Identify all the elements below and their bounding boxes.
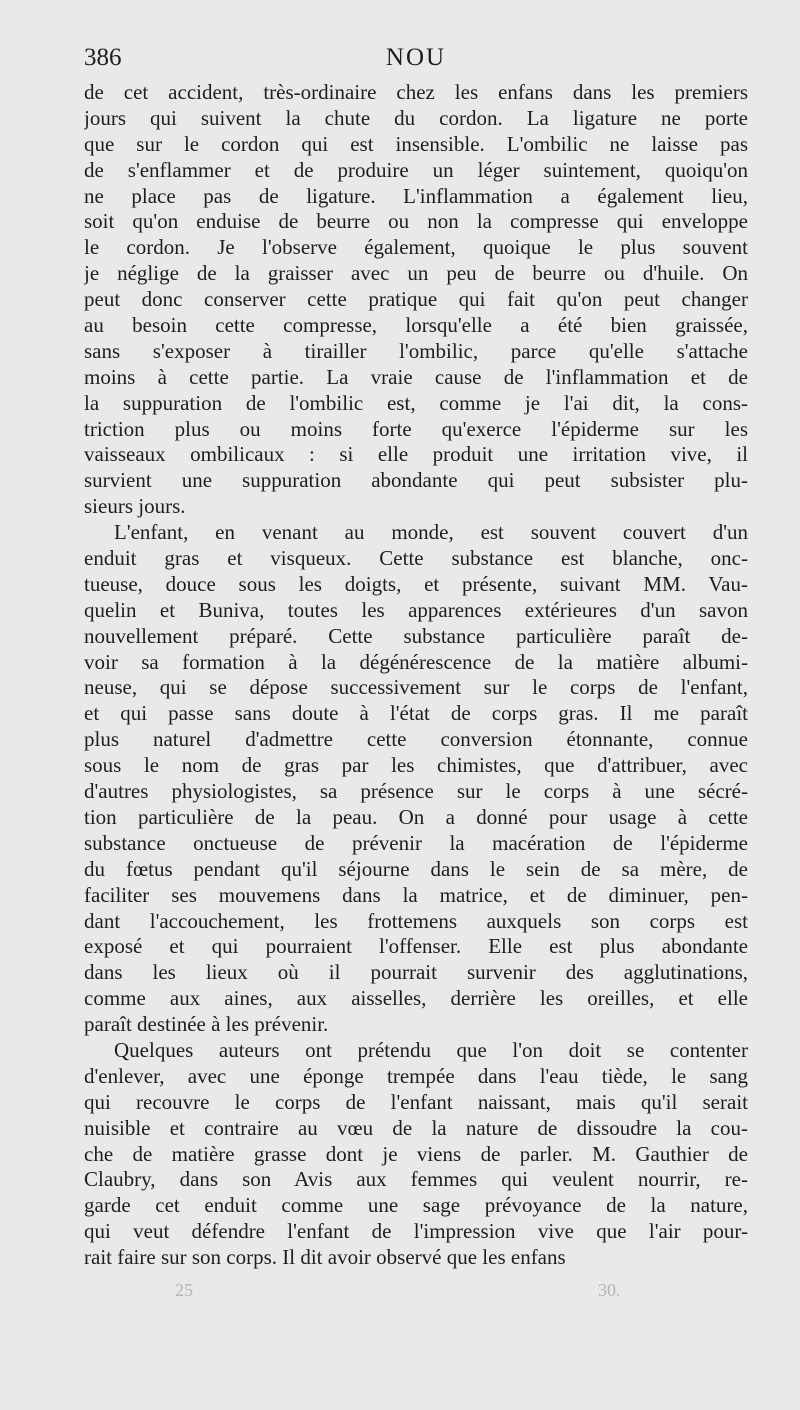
text-line: substance onctueuse de prévenir la macération de l'épiderme [84, 830, 748, 855]
text-line: nouvellement préparé. Cette substance particulière paraît de- [84, 623, 748, 648]
page-number: 386 [84, 44, 122, 71]
text-line: rait faire sur son corps. Il dit avoir observé que les enfans [84, 1245, 566, 1270]
text-line: plus naturel d'admettre cette conversion étonnante, connue [84, 727, 748, 752]
text-line: sous le nom de gras par les chimistes, que d'attribuer, avec [84, 753, 748, 778]
text-line: au besoin cette compresse, lorsqu'elle a été bien graissée, [84, 313, 748, 338]
text-line: voir sa formation à la dégénérescence de la matière albumi- [84, 649, 748, 674]
text-line: sans s'exposer à tirailler l'ombilic, parce qu'elle s'attache [84, 338, 748, 363]
text-line: garde cet enduit comme une sage prévoyance de la nature, [84, 1193, 748, 1218]
text-line: la suppuration de l'ombilic est, comme je l'ai dit, la cons- [84, 390, 748, 415]
text-line: enduit gras et visqueux. Cette substance est blanche, onc- [84, 546, 748, 571]
signature-mark-right: 30. [598, 1280, 621, 1300]
text-line: soit qu'on enduise de beurre ou non la compresse qui enveloppe [84, 209, 748, 234]
text-line: comme aux aines, aux aisselles, derrière les oreilles, et elle [84, 986, 748, 1011]
text-line: Claubry, dans son Avis aux femmes qui veulent nourrir, re- [84, 1167, 748, 1192]
text-line: moins à cette partie. La vraie cause de l'inflammation et de [84, 364, 748, 389]
text-line: neuse, qui se dépose successivement sur le corps de l'enfant, [84, 675, 748, 700]
text-line: che de matière grasse dont je viens de parler. M. Gauthier de [84, 1141, 748, 1166]
text-line: triction plus ou moins forte qu'exerce l'épiderme sur les [84, 416, 748, 441]
text-line: paraît destinée à les prévenir. [84, 1012, 329, 1037]
text-line: L'enfant, en venant au monde, est souvent couvert d'un [114, 520, 748, 545]
text-line: nuisible et contraire au vœu de la nature de dissoudre la cou- [84, 1115, 748, 1140]
text-line: Quelques auteurs ont prétendu que l'on doit se contenter [114, 1037, 748, 1062]
text-line: dant l'accouchement, les frottemens auxquels son corps est [84, 908, 748, 933]
text-line: qui recouvre le corps de l'enfant naissant, mais qu'il serait [84, 1089, 748, 1114]
text-line: survient une suppuration abondante qui peut subsister plu- [84, 468, 748, 493]
text-line: peut donc conserver cette pratique qui fait qu'on peut changer [84, 287, 748, 312]
text-line: et qui passe sans doute à l'état de corps gras. Il me paraît [84, 701, 748, 726]
paragraph [84, 1038, 748, 1271]
text-line: tion particulière de la peau. On a donné pour usage à cette [84, 804, 748, 829]
page-footer [0, 1280, 800, 1304]
text-line: de s'enflammer et de produire un léger suintement, quoiqu'on [84, 157, 748, 182]
text-line: d'enlever, avec une éponge trempée dans l'eau tiède, le sang [84, 1063, 748, 1088]
text-line: que sur le cordon qui est insensible. L'ombilic ne laisse pas [84, 131, 748, 156]
text-line: je néglige de la graisser avec un peu de beurre ou d'huile. On [84, 261, 748, 286]
text-line: quelin et Buniva, toutes les apparences extérieures d'un savon [84, 597, 748, 622]
text-line: de cet accident, très-ordinaire chez les enfans dans les premiers [84, 80, 748, 104]
text-body [84, 80, 748, 1271]
page-header [84, 44, 748, 80]
text-line: qui veut défendre l'enfant de l'impression vive que l'air pour- [84, 1219, 748, 1244]
text-line: vaisseaux ombilicaux : si elle produit une irritation vive, il [84, 442, 748, 467]
text-line: tueuse, douce sous les doigts, et présente, suivant MM. Vau- [84, 571, 748, 596]
paragraph [84, 520, 748, 1038]
text-line: exposé et qui pourraient l'offenser. Elle est plus abondante [84, 934, 748, 959]
running-head: NOU [385, 44, 447, 71]
text-line: ne place pas de ligature. L'inflammation a également lieu, [84, 183, 748, 208]
text-line: jours qui suivent la chute du cordon. La ligature ne porte [84, 105, 748, 130]
text-line: du fœtus pendant qu'il séjourne dans le sein de sa mère, de [84, 856, 748, 881]
text-line: faciliter ses mouvemens dans la matrice, et de diminuer, pen- [84, 882, 748, 907]
text-line: d'autres physiologistes, sa présence sur le corps à une sécré- [84, 779, 748, 804]
signature-mark-left: 25 [175, 1280, 193, 1300]
text-line: le cordon. Je l'observe également, quoique le plus souvent [84, 235, 748, 260]
paragraph [84, 80, 748, 520]
text-line: dans les lieux où il pourrait survenir des agglutinations, [84, 960, 748, 985]
text-line: sieurs jours. [84, 494, 186, 519]
